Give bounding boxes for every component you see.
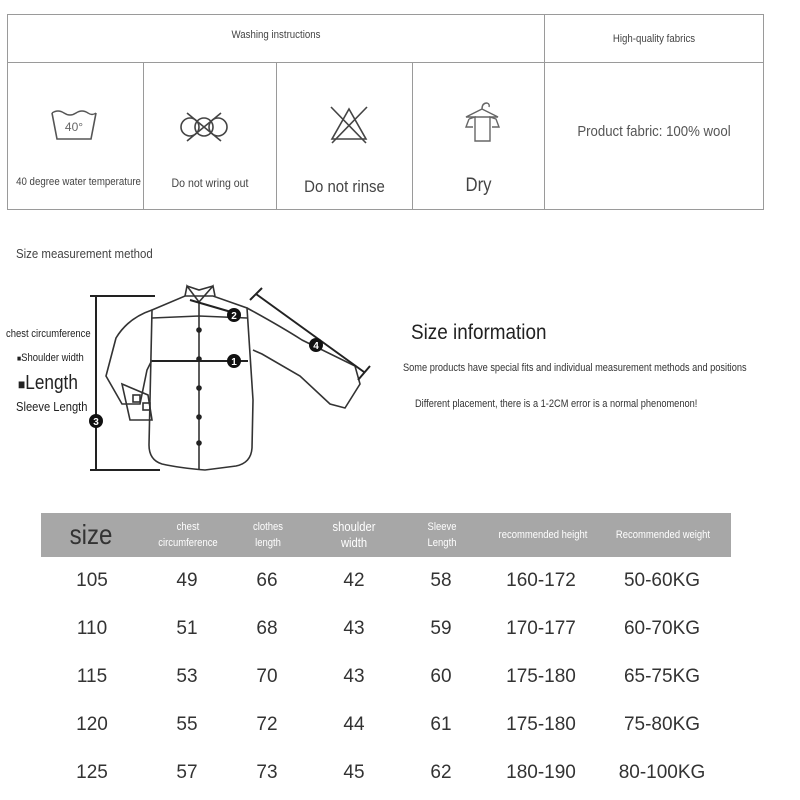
cell-sleeve: 60 xyxy=(430,666,452,687)
cell-height: 170-177 xyxy=(506,618,576,639)
cell-weight: 50-60KG xyxy=(623,570,701,591)
label-sleeve: Sleeve Length xyxy=(16,399,88,414)
cell-sleeve: 62 xyxy=(430,762,452,783)
label-shoulder-text: Shoulder width xyxy=(21,352,84,364)
bullet-icon: ■ xyxy=(18,376,26,392)
shirt-button xyxy=(196,385,202,391)
cell-length: 73 xyxy=(256,762,278,783)
size-method-title: Size measurement method xyxy=(16,246,153,261)
cell-shoulder: 43 xyxy=(343,666,365,687)
marker-label: 3 xyxy=(93,417,99,428)
shirt-button xyxy=(196,440,202,446)
header-sleeve: Sleeve Length xyxy=(427,521,457,549)
cell-height: 175-180 xyxy=(506,666,576,687)
cell-height: 160-172 xyxy=(506,570,576,591)
do-not-wring-icon xyxy=(175,109,233,145)
cell-chest: 49 xyxy=(176,570,198,591)
cell-sleeve: 58 xyxy=(430,570,452,591)
header-chest: chest circumference xyxy=(158,521,218,549)
marker-sleeve xyxy=(309,338,323,352)
divider xyxy=(276,62,277,209)
divider xyxy=(8,62,763,63)
fabric-text: Product fabric: 100% wool xyxy=(577,123,731,140)
cell-size: 115 xyxy=(76,666,108,687)
temperature-symbol: 40° xyxy=(64,120,84,134)
cell-sleeve: 61 xyxy=(430,714,452,735)
size-info-note-1: Some products have special fits and individual measurement methods and positions xyxy=(403,362,747,374)
marker-label: 4 xyxy=(313,341,319,352)
do-not-bleach-icon xyxy=(326,103,372,149)
cell-chest: 53 xyxy=(176,666,198,687)
cell-length: 72 xyxy=(256,714,278,735)
care-label-wring: Do not wring out xyxy=(171,176,249,190)
cell-weight: 60-70KG xyxy=(623,618,701,639)
cell-shoulder: 45 xyxy=(343,762,365,783)
label-length-text: Length xyxy=(25,372,78,394)
marker-label: 1 xyxy=(231,357,237,368)
cell-sleeve: 59 xyxy=(430,618,452,639)
divider xyxy=(412,62,413,209)
cell-chest: 51 xyxy=(176,618,198,639)
cell-shoulder: 44 xyxy=(343,714,365,735)
hang-dry-icon xyxy=(460,97,504,147)
marker-shoulder xyxy=(227,308,241,322)
marker-length xyxy=(89,414,103,428)
cell-shoulder: 42 xyxy=(343,570,365,591)
cell-shoulder: 43 xyxy=(343,618,365,639)
cell-height: 180-190 xyxy=(506,762,576,783)
shirt-measurement-diagram xyxy=(0,270,380,480)
care-label-temperature: 40 degree water temperature xyxy=(16,176,141,188)
shirt-button xyxy=(196,414,202,420)
cell-length: 66 xyxy=(256,570,278,591)
shirt-button xyxy=(196,327,202,333)
size-info-note-2: Different placement, there is a 1-2CM error is a normal phenomenon! xyxy=(415,398,698,410)
divider xyxy=(544,15,545,209)
fabric-title: High-quality fabrics xyxy=(612,33,696,45)
marker-chest xyxy=(227,354,241,368)
header-size: size xyxy=(69,519,113,550)
header-length: clothes length xyxy=(253,521,283,549)
cell-size: 125 xyxy=(76,762,108,783)
header-shoulder: shoulder width xyxy=(332,519,376,550)
cell-height: 175-180 xyxy=(506,714,576,735)
cell-size: 105 xyxy=(76,570,108,591)
size-info-title: Size information xyxy=(411,321,547,344)
divider xyxy=(143,62,144,209)
care-table xyxy=(7,14,764,210)
cell-chest: 57 xyxy=(176,762,198,783)
cell-weight: 75-80KG xyxy=(623,714,701,735)
cell-length: 68 xyxy=(256,618,278,639)
marker-label: 2 xyxy=(231,311,237,322)
cell-length: 70 xyxy=(256,666,278,687)
cell-chest: 55 xyxy=(176,714,198,735)
header-weight: Recommended weight xyxy=(615,529,711,541)
washing-instructions-title: Washing instructions xyxy=(231,29,321,41)
cell-weight: 80-100KG xyxy=(618,762,706,783)
cell-size: 120 xyxy=(76,714,108,735)
care-label-dry: Dry xyxy=(465,175,492,196)
label-chest: chest circumference xyxy=(6,328,91,340)
care-label-rinse: Do not rinse xyxy=(304,177,385,196)
cell-weight: 65-75KG xyxy=(623,666,701,687)
wash-40-icon xyxy=(48,107,100,143)
bullet-icon: ■ xyxy=(17,354,22,363)
header-height: recommended height xyxy=(498,529,588,541)
cell-size: 110 xyxy=(76,618,108,639)
